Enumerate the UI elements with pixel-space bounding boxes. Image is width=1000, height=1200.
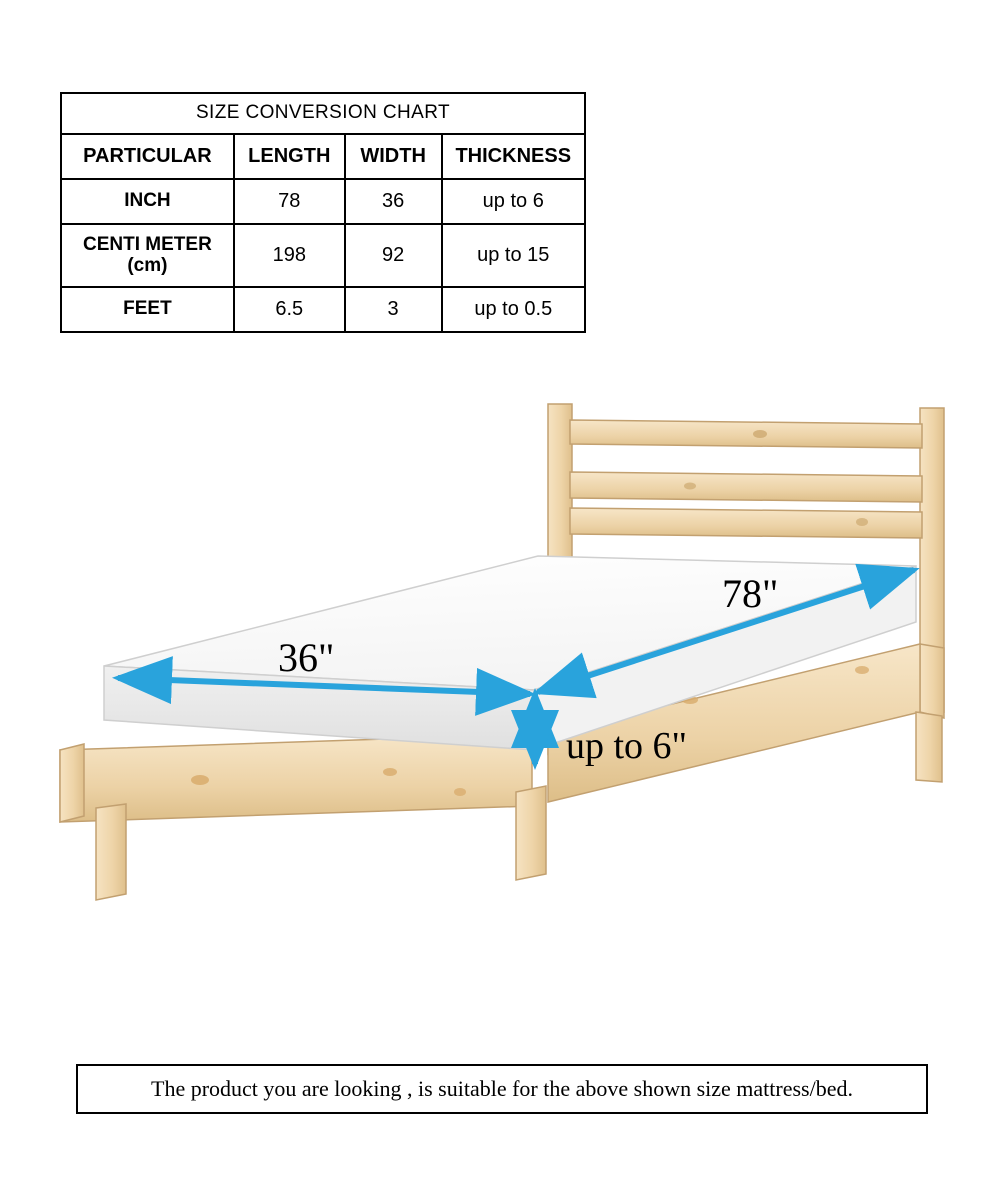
- row-label-centimeter-line2: (cm): [127, 254, 168, 276]
- row-label-centimeter: [61, 224, 234, 287]
- table-row: [61, 179, 585, 224]
- table-row-title: [61, 93, 585, 134]
- cell-inch-width: 36: [345, 179, 442, 224]
- cell-inch-length: 78: [234, 179, 345, 224]
- size-chart-table: [60, 92, 586, 333]
- size-conversion-chart: [60, 92, 586, 333]
- cell-inch-thickness: up to 6: [442, 179, 585, 224]
- header-particular: PARTICULAR: [61, 134, 234, 179]
- chart-title: SIZE CONVERSION CHART: [61, 93, 585, 134]
- cell-cm-thickness: up to 15: [442, 224, 585, 287]
- table-row: [61, 287, 585, 332]
- cell-feet-thickness: up to 0.5: [442, 287, 585, 332]
- header-width: WIDTH: [345, 134, 442, 179]
- cell-cm-length: 198: [234, 224, 345, 287]
- dimension-label-length: 78": [722, 571, 779, 616]
- cell-feet-width: 3: [345, 287, 442, 332]
- dimension-label-thickness: up to 6": [566, 725, 688, 767]
- cell-cm-width: 92: [345, 224, 442, 287]
- bed-illustration-svg: [0, 382, 1000, 962]
- row-label-centimeter-line1: CENTI METER: [83, 234, 212, 255]
- row-label-inch: INCH: [61, 179, 234, 224]
- row-label-feet: FEET: [61, 287, 234, 332]
- header-thickness: THICKNESS: [442, 134, 585, 179]
- product-note-text: The product you are looking , is suitable for the above shown size mattress/bed.: [151, 1076, 853, 1101]
- table-row-header: [61, 134, 585, 179]
- dimension-label-width: 36": [278, 635, 335, 680]
- table-row: [61, 224, 585, 287]
- product-note: [76, 1064, 928, 1114]
- header-length: LENGTH: [234, 134, 345, 179]
- cell-feet-length: 6.5: [234, 287, 345, 332]
- bed-illustration: [0, 382, 1000, 962]
